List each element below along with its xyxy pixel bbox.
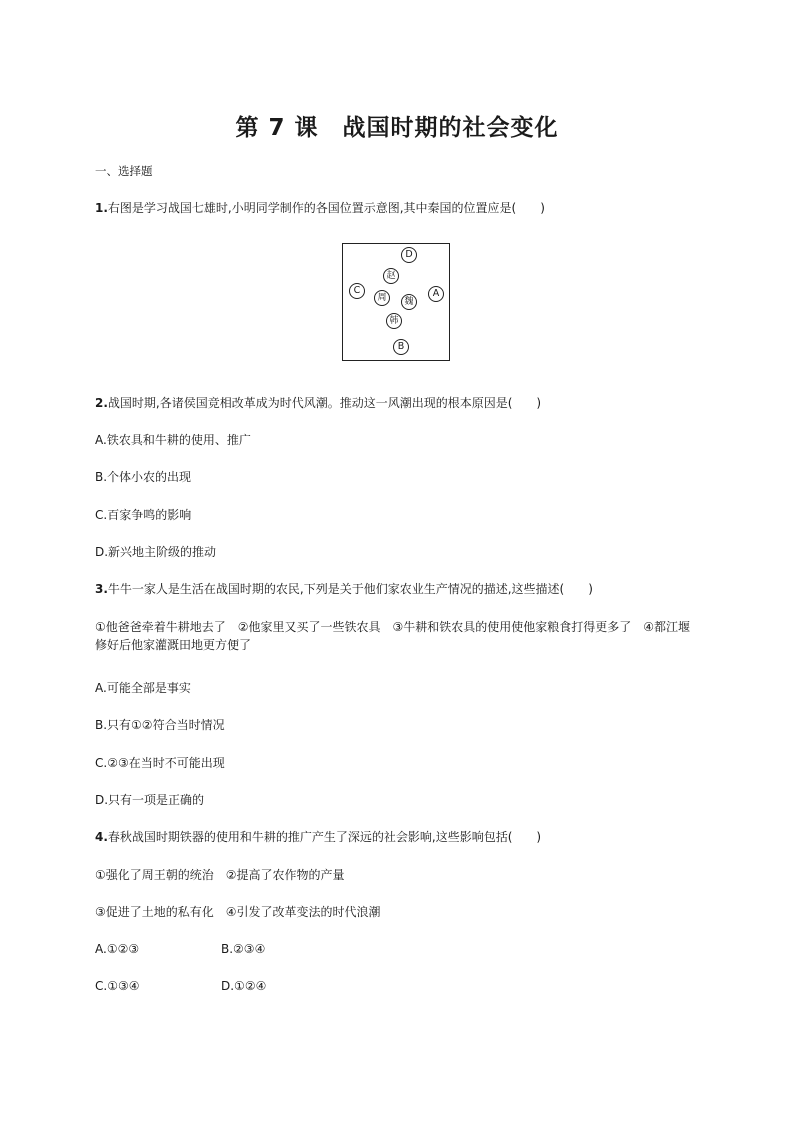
q4-statements-line-1: ①强化了周王朝的统治 ②提高了农作物的产量 bbox=[95, 868, 345, 882]
map-label-han: 韩 bbox=[386, 313, 402, 329]
question-4 bbox=[95, 829, 541, 845]
q4-statements-line-2: ③促进了土地的私有化 ④引发了改革变法的时代浪潮 bbox=[95, 905, 381, 919]
q4-option-a: A.①②③ bbox=[95, 942, 140, 956]
map-label-a: A bbox=[428, 286, 444, 302]
question-text: 春秋战国时期铁器的使用和牛耕的推广产生了深远的社会影响,这些影响包括( ) bbox=[107, 830, 542, 844]
question-number: 2. bbox=[95, 396, 108, 410]
question-text: 牛牛一家人是生活在战国时期的农民,下列是关于他们家农业生产情况的描述,这些描述( ) bbox=[107, 582, 593, 596]
question-number: 1. bbox=[95, 201, 108, 215]
q4-option-d: D.①②④ bbox=[221, 979, 267, 993]
q3-statements: ①他爸爸牵着牛耕地去了 ②他家里又买了一些铁农具 ③牛耕和铁农具的使用使他家粮食打得更多了 ④都江堰修好后他家灌溉田地更方便了 bbox=[95, 620, 691, 652]
page-title: 第 7 课 战国时期的社会变化 bbox=[235, 115, 559, 141]
map-label-c: C bbox=[349, 283, 365, 299]
question-number: 3. bbox=[95, 582, 108, 596]
question-3 bbox=[95, 581, 593, 597]
q4-option-c: C.①③④ bbox=[95, 979, 140, 993]
map-label-d: D bbox=[401, 247, 417, 263]
question-text: 战国时期,各诸侯国竞相改革成为时代风潮。推动这一风潮出现的根本原因是( ) bbox=[107, 396, 542, 410]
question-text: 右图是学习战国七雄时,小明同学制作的各国位置示意图,其中秦国的位置应是( ) bbox=[107, 201, 545, 215]
question-2 bbox=[95, 395, 541, 411]
q2-option-b: B.个体小农的出现 bbox=[95, 470, 192, 484]
q2-option-c: C.百家争鸣的影响 bbox=[95, 508, 192, 522]
q4-option-b: B.②③④ bbox=[221, 942, 266, 956]
q3-option-a: A.可能全部是事实 bbox=[95, 681, 191, 695]
q3-option-c: C.②③在当时不可能出现 bbox=[95, 756, 225, 770]
q2-option-d: D.新兴地主阶级的推动 bbox=[95, 545, 217, 559]
question-1 bbox=[95, 200, 545, 216]
map-label-zhao: 赵 bbox=[383, 268, 399, 284]
q2-option-a: A.铁农具和牛耕的使用、推广 bbox=[95, 433, 251, 447]
map-label-zhou: 周 bbox=[374, 290, 390, 306]
map-label-wei: 魏 bbox=[401, 294, 417, 310]
map-label-b: B bbox=[393, 339, 409, 355]
states-position-map bbox=[342, 243, 450, 361]
q3-option-b: B.只有①②符合当时情况 bbox=[95, 718, 225, 732]
question-number: 4. bbox=[95, 830, 108, 844]
q3-option-d: D.只有一项是正确的 bbox=[95, 793, 205, 807]
section-heading: 一、选择题 bbox=[95, 164, 153, 178]
